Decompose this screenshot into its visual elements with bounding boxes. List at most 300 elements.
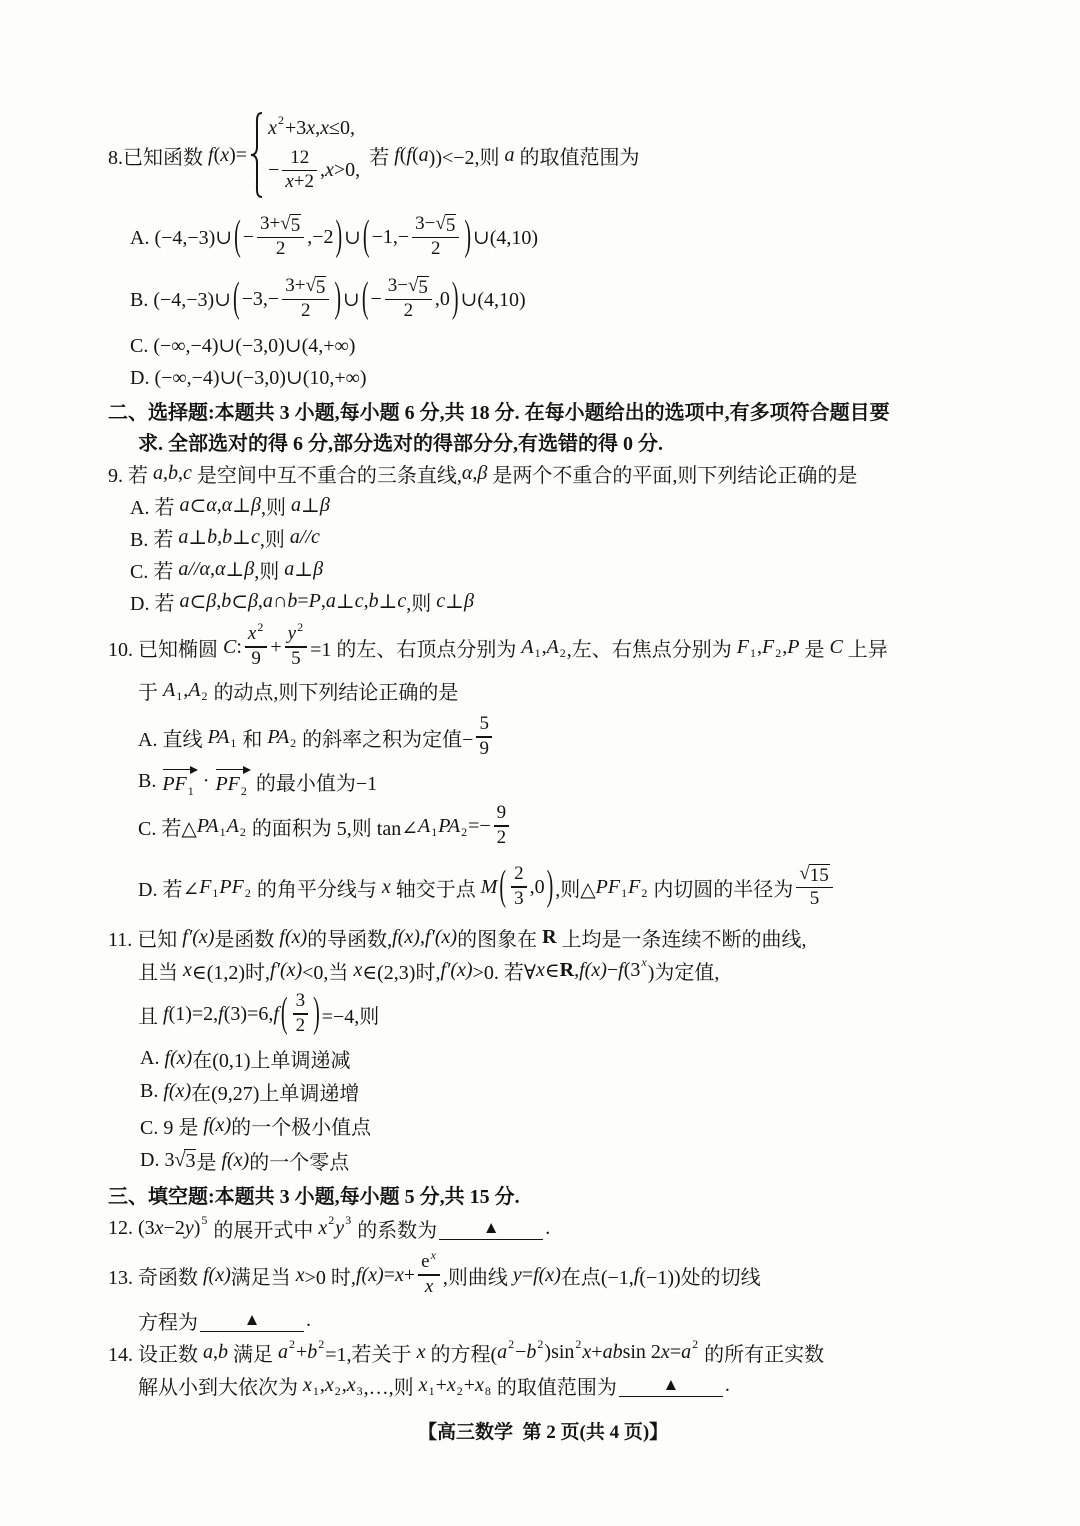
text-run: ≤0, xyxy=(329,116,356,139)
text-run: 10. 已知椭圆 xyxy=(108,638,223,661)
math-variable: x xyxy=(268,116,277,139)
superscript: 2 xyxy=(537,1337,544,1351)
text-run: 是 xyxy=(196,1151,222,1174)
math-variable: A xyxy=(418,814,431,837)
math-variable: f(x) xyxy=(579,958,607,981)
piecewise-definition xyxy=(249,111,360,199)
subscript: 1 xyxy=(212,886,219,900)
text-run: 轴交于点 xyxy=(390,878,481,901)
text-run: 9. 若 xyxy=(108,464,153,487)
math-variable: β xyxy=(463,589,474,612)
text-run: ∪ xyxy=(343,288,360,311)
text-run: 9 xyxy=(496,802,507,824)
text-run: 的方程( xyxy=(425,1343,498,1366)
text-run: =−4,则 xyxy=(321,1005,380,1028)
text-run: + xyxy=(296,1340,308,1363)
text-run: , xyxy=(163,461,168,484)
text-run: 的取值范围为 xyxy=(491,1376,617,1399)
math-variable: f′(x) xyxy=(270,958,303,981)
text-run: 满足 xyxy=(228,1343,278,1366)
text-run: 二、选择题:本题共 3 小题,每小题 6 分,共 18 分. 在每小题给出的选项中,有多项符合题目要 xyxy=(108,401,890,424)
text-run: C. 若 xyxy=(130,560,179,583)
math-variable: f(x) xyxy=(279,925,308,948)
radicand: 5 xyxy=(445,214,456,236)
text-run: ⊥ xyxy=(225,558,245,581)
text-run: : xyxy=(236,635,242,658)
square-root xyxy=(305,276,326,298)
piecewise-case xyxy=(268,113,360,140)
text-run: 3+ xyxy=(260,213,281,235)
text-run: ⊥ xyxy=(294,558,314,581)
text-run: D. 3 xyxy=(140,1148,175,1171)
text-run: 5 xyxy=(809,888,820,910)
math-variable: F xyxy=(762,635,775,658)
subscript: 2 xyxy=(239,825,246,839)
text-run: B. (−4,−3)∪ xyxy=(130,288,231,311)
text-run: ⊂ xyxy=(189,494,207,517)
text-run: 是函数 xyxy=(214,928,280,951)
superscript: 2 xyxy=(277,113,284,128)
text-run: · xyxy=(197,769,215,792)
text-run: C. 9 是 xyxy=(140,1116,204,1139)
fraction xyxy=(511,864,527,909)
text-run: 满足当 xyxy=(230,1266,296,1289)
large-parenthesis: ) xyxy=(464,212,471,260)
fraction-numerator xyxy=(494,803,510,824)
text-run: , xyxy=(216,589,222,612)
text-run: C. 若△ xyxy=(138,817,197,840)
math-variable: α xyxy=(214,557,226,580)
math-variable: b xyxy=(307,1340,318,1363)
text-run: −3,− xyxy=(241,287,280,310)
text-run: + xyxy=(435,1373,447,1396)
text-run: , xyxy=(315,116,321,139)
math-variable: f′(x) xyxy=(424,925,458,948)
text-run: 是 xyxy=(799,638,830,661)
text-run: 2 xyxy=(403,300,414,322)
text-run: 3− xyxy=(415,213,436,235)
math-variable: M xyxy=(480,875,498,898)
text-run: 是空间中互不重合的三条直线, xyxy=(191,464,462,487)
text-run: (3 xyxy=(623,958,641,981)
superscript: 2 xyxy=(297,619,304,634)
math-variable: x xyxy=(183,958,192,981)
text-run: = xyxy=(297,589,309,612)
text-run: , xyxy=(472,461,478,484)
text-run: ∈(2,3)时, xyxy=(362,961,441,984)
text-run: 5 xyxy=(291,647,301,669)
math-variable: b xyxy=(368,589,379,612)
large-parenthesis: ( xyxy=(280,989,288,1037)
math-variable: x xyxy=(535,958,545,981)
math-variable: b xyxy=(526,1340,537,1363)
math-variable: PA xyxy=(207,725,230,748)
text-run: 2 xyxy=(275,238,286,260)
subscript: 1 xyxy=(176,689,183,703)
math-variable: b xyxy=(287,589,298,612)
text-run: ⊥ xyxy=(188,526,208,549)
vector xyxy=(161,766,197,796)
fraction-numerator xyxy=(385,276,432,298)
fraction-numerator xyxy=(285,619,307,645)
math-variable: f xyxy=(208,143,214,166)
superscript: x xyxy=(430,1247,436,1262)
text-run: ∪ xyxy=(344,226,361,249)
square-root xyxy=(408,276,429,298)
math-variable: PA xyxy=(438,814,461,837)
large-parenthesis: ) xyxy=(335,212,343,260)
text-run: >0. 若∀ xyxy=(472,961,536,984)
math-variable: P xyxy=(308,589,321,612)
fraction-numerator xyxy=(293,991,309,1012)
radicand: 3 xyxy=(185,1149,196,1172)
subscript: 8 xyxy=(484,1384,491,1398)
text-run: ⊂ xyxy=(189,590,207,613)
text-run: +3 xyxy=(284,116,307,139)
text-run: ,−2 xyxy=(307,225,334,248)
math-variable: b xyxy=(168,461,178,484)
text-run: − xyxy=(242,225,255,248)
math-variable: x xyxy=(285,171,294,193)
text-run: =1 的左、右顶点分别为 xyxy=(310,638,522,661)
large-parenthesis: ) xyxy=(334,274,342,322)
math-variable: a xyxy=(497,1340,508,1363)
piecewise-case xyxy=(268,148,360,193)
text-run: B. xyxy=(138,769,162,792)
answer-blank: ▲ xyxy=(619,1374,723,1397)
text-run: ,则曲线 xyxy=(442,1266,513,1289)
text-run: B. 若 xyxy=(130,528,179,551)
text-run: , xyxy=(363,589,369,612)
subscript: 1 xyxy=(534,646,541,660)
math-variable: x xyxy=(446,1373,456,1396)
text-run: 的取值范围为 xyxy=(514,146,640,169)
text-run: . xyxy=(724,1373,730,1396)
math-variable: f(x) xyxy=(533,1263,561,1286)
math-variable: f xyxy=(218,1002,224,1025)
text-run: , xyxy=(217,525,223,548)
text-run: . xyxy=(306,1308,311,1331)
text-run: 3− xyxy=(387,275,408,297)
text-run: ,则△ xyxy=(555,878,596,901)
math-variable: x xyxy=(324,1373,334,1396)
text-run: ( xyxy=(411,143,419,166)
fraction-numerator xyxy=(476,714,492,735)
text-run: ,0 xyxy=(434,287,450,310)
math-variable: α xyxy=(206,493,217,516)
math-variable: b xyxy=(221,589,232,612)
text-run: 12. (3 xyxy=(108,1216,155,1239)
math-variable: b xyxy=(218,1340,228,1363)
text-run: ⊥ xyxy=(232,526,251,549)
math-variable: A xyxy=(546,635,559,658)
text-run: 的一个零点 xyxy=(249,1151,350,1174)
text-run: ∪(4,10) xyxy=(460,288,526,311)
math-variable: C xyxy=(829,635,843,658)
math-variable: b xyxy=(222,525,233,548)
text-run: − xyxy=(515,1340,527,1363)
math-variable: x xyxy=(247,623,257,645)
text-run: 12 xyxy=(290,146,310,168)
math-variable: C xyxy=(223,635,237,658)
text-run: 2 xyxy=(301,300,311,322)
fraction-numerator xyxy=(245,619,267,645)
fraction xyxy=(257,214,304,260)
math-variable: c xyxy=(397,589,407,612)
radicand: 5 xyxy=(315,276,326,298)
text-run: ⊂ xyxy=(231,590,248,613)
math-variable: F xyxy=(628,875,641,898)
fraction-numerator xyxy=(796,864,832,886)
math-variable: a xyxy=(284,557,295,580)
text-run: >0 时, xyxy=(304,1266,356,1289)
text-run: + xyxy=(270,635,282,658)
subscript: 1 xyxy=(431,825,438,839)
math-variable: x xyxy=(416,1340,426,1363)
text-run: (−1))处的切线 xyxy=(639,1266,761,1289)
math-variable: α xyxy=(221,493,233,516)
radicand: 5 xyxy=(418,276,428,298)
superscript: 2 xyxy=(508,1337,515,1351)
text-run: ⊥ xyxy=(232,494,252,517)
text-run: ,则 xyxy=(406,592,437,615)
text-run: , xyxy=(257,589,263,612)
math-variable: c xyxy=(250,525,260,548)
text-run: D. 若 xyxy=(130,592,180,615)
set-symbol: R xyxy=(559,958,575,981)
text-run: =− xyxy=(468,814,491,837)
text-run: 且当 xyxy=(138,961,183,984)
math-variable: f(x) xyxy=(163,1079,192,1102)
text-run: ⊥ xyxy=(445,590,464,613)
text-run: ⊥ xyxy=(335,590,355,613)
math-variable: f xyxy=(394,143,400,166)
text-run: (3)=6, xyxy=(223,1002,274,1025)
text-run: , xyxy=(209,557,215,580)
text-run: 3 xyxy=(514,887,524,909)
math-variable: x xyxy=(353,958,363,981)
math-variable: F xyxy=(199,875,212,898)
text-run: ))<−2,则 xyxy=(428,146,505,169)
text-run: , xyxy=(541,635,547,658)
text-run: ⊥ xyxy=(301,494,320,517)
text-run: 内切圆的半径为 xyxy=(648,878,794,901)
math-variable: a xyxy=(681,1340,692,1363)
left-brace-icon xyxy=(249,111,265,199)
math-variable: PF xyxy=(595,875,621,898)
math-variable: x xyxy=(320,116,330,139)
text-run: ,…,则 xyxy=(363,1376,419,1399)
math-variable: β xyxy=(206,589,217,612)
math-variable: y xyxy=(287,623,297,645)
text-run: 若 xyxy=(364,146,395,169)
text-run: , xyxy=(319,1373,325,1396)
subscript: 2 xyxy=(290,736,297,750)
subscript: 1 xyxy=(219,825,226,839)
text-run: D. (−∞,−4)∪(−3,0)∪(10,+∞) xyxy=(130,366,367,389)
text-run: 2 xyxy=(514,863,524,885)
fraction-denominator xyxy=(273,239,289,260)
square-root xyxy=(435,214,456,236)
subscript: 2 xyxy=(559,646,566,660)
math-variable: F xyxy=(736,635,749,658)
large-parenthesis: ( xyxy=(361,274,369,322)
subscript: 1 xyxy=(230,736,237,750)
footer-line xyxy=(418,1398,668,1462)
text-run: C. (−∞,−4)∪(−3,0)∪(4,+∞) xyxy=(130,334,356,357)
text-run: 13. 奇函数 xyxy=(108,1266,203,1289)
text-run: , xyxy=(419,925,425,948)
large-parenthesis: ) xyxy=(451,274,459,322)
text-run: D. 若∠ xyxy=(138,878,200,901)
text-run: 14. 设正数 xyxy=(108,1343,203,1366)
large-parenthesis: ( xyxy=(499,862,507,910)
superscript: 2 xyxy=(318,1337,325,1351)
math-variable: f′(x) xyxy=(182,925,215,948)
text-run: − xyxy=(268,159,280,181)
text-run: sin 2 xyxy=(622,1340,661,1363)
subscript: 2 xyxy=(641,886,648,900)
text-run: + xyxy=(591,1340,603,1363)
text-run: 5 xyxy=(479,713,489,735)
radicand: 5 xyxy=(290,214,301,236)
subscript: 2 xyxy=(461,825,468,839)
math-variable: β xyxy=(313,557,324,580)
text-run: 的所有正实数 xyxy=(699,1343,825,1366)
math-variable: f xyxy=(633,1263,640,1286)
superscript: 5 xyxy=(201,1213,208,1227)
text-run: 【高三数学 第 2 页(共 4 页)】 xyxy=(418,1421,669,1443)
square-root xyxy=(799,864,829,886)
q8-stem-line xyxy=(108,113,640,193)
math-variable: A xyxy=(521,635,534,658)
text-run: = xyxy=(669,1340,682,1363)
text-run: 上均是一条连续不断的曲线, xyxy=(556,928,807,951)
subscript: 1 xyxy=(750,646,756,660)
text-run: A. 若 xyxy=(130,496,180,519)
superscript: 2 xyxy=(692,1337,699,1351)
superscript: 2 xyxy=(575,1337,582,1351)
math-variable: β xyxy=(477,461,488,484)
superscript: x xyxy=(641,955,647,969)
text-run: + xyxy=(403,1263,416,1286)
text-run: 是两个不重合的平面,则下列结论正确的是 xyxy=(487,464,858,487)
fraction-denominator xyxy=(807,889,823,910)
text-run: , xyxy=(320,159,326,181)
text-run: = xyxy=(383,1263,395,1286)
fraction-numerator xyxy=(418,1247,440,1273)
text-run: 的动点,则下列结论正确的是 xyxy=(208,681,459,704)
text-run: ) xyxy=(193,1216,201,1239)
math-variable: a xyxy=(178,525,189,548)
radicand: 15 xyxy=(809,864,829,886)
vector xyxy=(214,766,250,796)
text-run: −1,− xyxy=(371,225,410,248)
subscript: 2 xyxy=(201,689,208,703)
text-run: 的一个极小值点 xyxy=(231,1116,372,1139)
text-run: , xyxy=(213,1340,218,1363)
subscript: 2 xyxy=(775,646,782,660)
fraction-numerator xyxy=(511,864,527,885)
text-run: , xyxy=(341,1373,347,1396)
fraction-denominator xyxy=(401,301,417,322)
subscript: 2 xyxy=(334,1384,341,1398)
text-run: 8.已知函数 xyxy=(108,146,208,169)
text-run: , xyxy=(216,493,222,516)
text-run: − xyxy=(606,958,619,981)
math-variable: a xyxy=(153,461,163,484)
math-variable: c xyxy=(183,461,192,484)
math-variable: f(x) xyxy=(203,1113,232,1136)
math-variable: α xyxy=(461,461,473,484)
answer-blank: ▲ xyxy=(200,1309,304,1332)
text-run: 于 xyxy=(138,681,163,704)
math-variable: a xyxy=(418,143,429,166)
text-run: ,0 xyxy=(529,875,545,898)
large-parenthesis: ( xyxy=(362,212,370,260)
math-variable: f xyxy=(273,1002,279,1025)
large-parenthesis: ) xyxy=(313,989,320,1037)
math-variable: c xyxy=(436,589,446,612)
text-run: ⊥ xyxy=(378,590,398,613)
subscript: 1 xyxy=(428,1384,435,1398)
math-variable: x xyxy=(582,1340,592,1363)
large-parenthesis: ) xyxy=(546,862,554,910)
text-run: e xyxy=(421,1251,430,1273)
math-variable: x xyxy=(660,1340,670,1363)
superscript: 2 xyxy=(257,619,264,634)
math-variable: x xyxy=(394,1263,404,1286)
math-variable: f xyxy=(406,143,412,166)
text-run: − xyxy=(370,287,382,310)
math-variable: A xyxy=(188,678,201,701)
text-run: 的角平分线与 xyxy=(251,878,382,901)
math-variable: x xyxy=(325,159,334,181)
text-run: , xyxy=(320,589,326,612)
math-variable: y xyxy=(512,1263,522,1286)
math-variable: a xyxy=(325,589,336,612)
math-variable: y xyxy=(184,1216,194,1239)
answer-blank: ▲ xyxy=(439,1217,543,1240)
q8-a-line xyxy=(130,205,538,269)
math-variable: x xyxy=(154,1216,164,1239)
text-run: ∪(4,10) xyxy=(472,226,539,249)
piecewise-cases xyxy=(268,113,361,193)
text-run: 在(0,1)上单调递减 xyxy=(192,1049,351,1072)
text-run: )为定值, xyxy=(647,961,720,984)
fraction xyxy=(385,276,432,322)
text-run: , xyxy=(782,635,788,658)
math-variable: a//α xyxy=(178,557,210,580)
math-variable: A xyxy=(163,678,176,701)
subscript: 2 xyxy=(244,886,251,900)
text-run: 的面积为 5,则 tan∠ xyxy=(246,817,419,840)
math-variable: β xyxy=(247,589,258,612)
math-variable: a xyxy=(179,589,190,612)
superscript: 2 xyxy=(289,1337,295,1351)
math-variable: c xyxy=(354,589,364,612)
text-run: ∩ xyxy=(272,589,288,612)
math-variable: f xyxy=(163,1002,169,1025)
text-run: )sin xyxy=(544,1340,575,1363)
text-run: 在点(−1, xyxy=(560,1266,634,1289)
text-run: <0,当 xyxy=(302,961,354,984)
text-run: 在(9,27)上单调递增 xyxy=(191,1082,360,1105)
math-variable: x xyxy=(424,1275,434,1297)
fraction-denominator xyxy=(282,172,317,193)
fraction xyxy=(476,714,492,759)
fraction xyxy=(418,1247,440,1297)
